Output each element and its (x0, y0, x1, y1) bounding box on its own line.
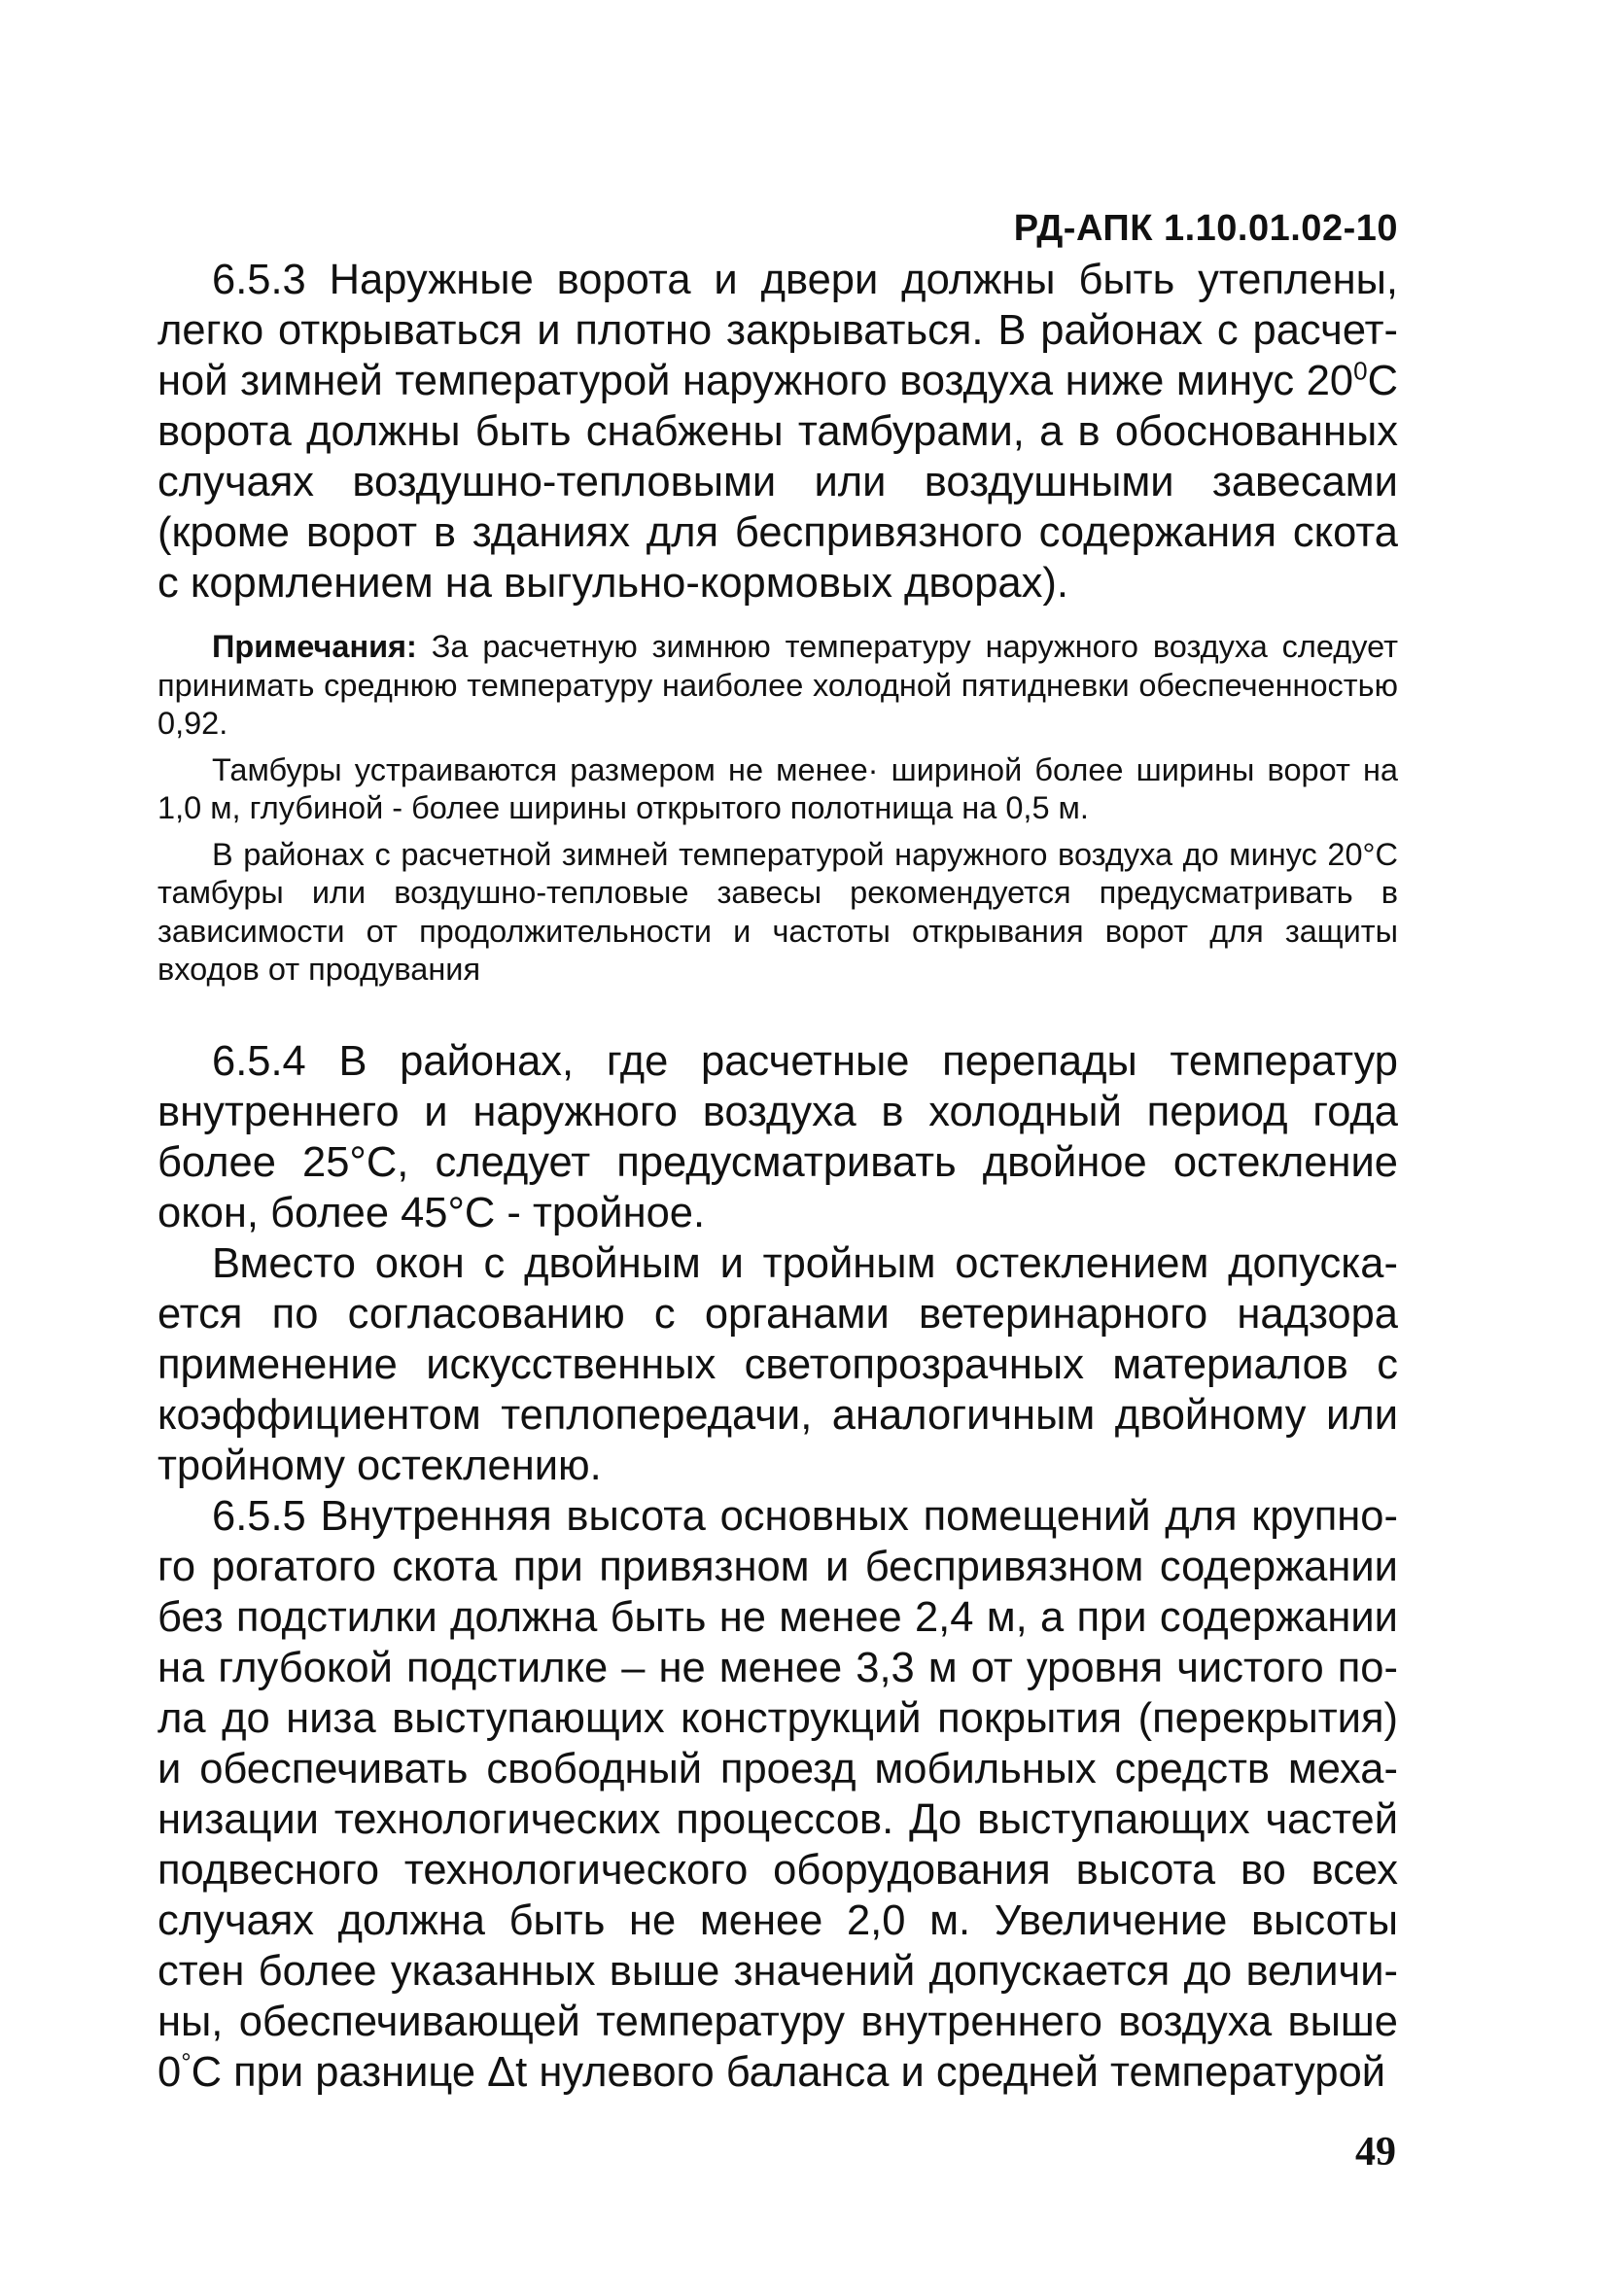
paragraph-6-5-5 (157, 1491, 1398, 2098)
note-3: В районах с расчетной зимней температурой наружного воздуха до минус 20°С тамбуры или воздушно-тепловые завесы рекомендуется предусматривать в зависимости от продолжительности и частоты открывания ворот для защиты входов от продувания (157, 836, 1398, 987)
paragraph-6-5-3 (157, 255, 1398, 609)
page-number: 49 (1355, 2130, 1396, 2174)
document-code-header: РД-АПК 1.10.01.02-10 (1013, 208, 1398, 249)
paragraph-6-5-4-continued: Вместо окон с двойным и тройным остеклением допускается по согласованию с органами ветеринарного надзора применение искусственных светопрозрачных материалов с коэффициентом теплопередачи, аналогичным двойному или тройному остеклению. (157, 1239, 1398, 1489)
paragraph-6-5-3-text-1: 6.5.3 Наружные ворота и двери должны быть утеплены, легко открываться и плотно закрываться. В районах с расчетной зимней температурой наружного воздуха ниже минус 20 (157, 257, 1398, 404)
paragraph-6-5-5-text-2: С при разнице Δt нулевого баланса и средней температурой (191, 2048, 1386, 2096)
degree-superscript: 0 (1353, 356, 1368, 386)
notes-block (157, 628, 1398, 990)
note-1-text: За расчетную зимнюю температуру наружного воздуха следует принимать среднюю температуру наиболее холодной пятидневки обеспеченностью 0,92. (157, 629, 1398, 741)
note-2: Тамбуры устраиваются размером не менее· шириной более ширины ворот на 1,0 м, глубиной - более ширины открытого полотнища на 0,5 м. (157, 751, 1398, 825)
degree-superscript-2: ° (181, 2047, 192, 2076)
paragraph-6-5-4: 6.5.4 В районах, где расчетные перепады температур внутреннего и наружного воздуха в холодный период года более 25°С, следует предусматривать двойное остекление окон, более 45°С - тройное. (157, 1037, 1398, 1236)
paragraph-6-5-5-text-1: 6.5.5 Внутренняя высота основных помещений для крупного рогатого скота при привязном и беспривязном содержании без подстилки должна быть не менее 2,4 м, а при содержании на глубокой подстилке – не менее 3,3 м от уровня чистого пола до низа выступающих конструкций покрытия (перекрытия) и обеспечивать свободный проезд мобильных средств механизации технологических процессов. До выступающих частей подвесного технологического оборудования высота во всех случаях должна быть не менее 2,0 м. Увеличение высоты стен более указанных выше значений допускается до величины, обеспечивающей температуру внутреннего воздуха выше 0 (157, 1492, 1398, 2096)
notes-label: Примечания: (212, 629, 417, 664)
note-1 (157, 628, 1398, 744)
paragraph-6-5-3-text-2: С ворота должны быть снабжены тамбурами, а в обоснованных случаях воздушно-тепловыми или воздушными завесами (кроме ворот в зданиях для беспривязного содержания скота с кормлением на выгульно-кормовых дворах). (157, 358, 1398, 607)
document-body (157, 255, 1398, 2098)
